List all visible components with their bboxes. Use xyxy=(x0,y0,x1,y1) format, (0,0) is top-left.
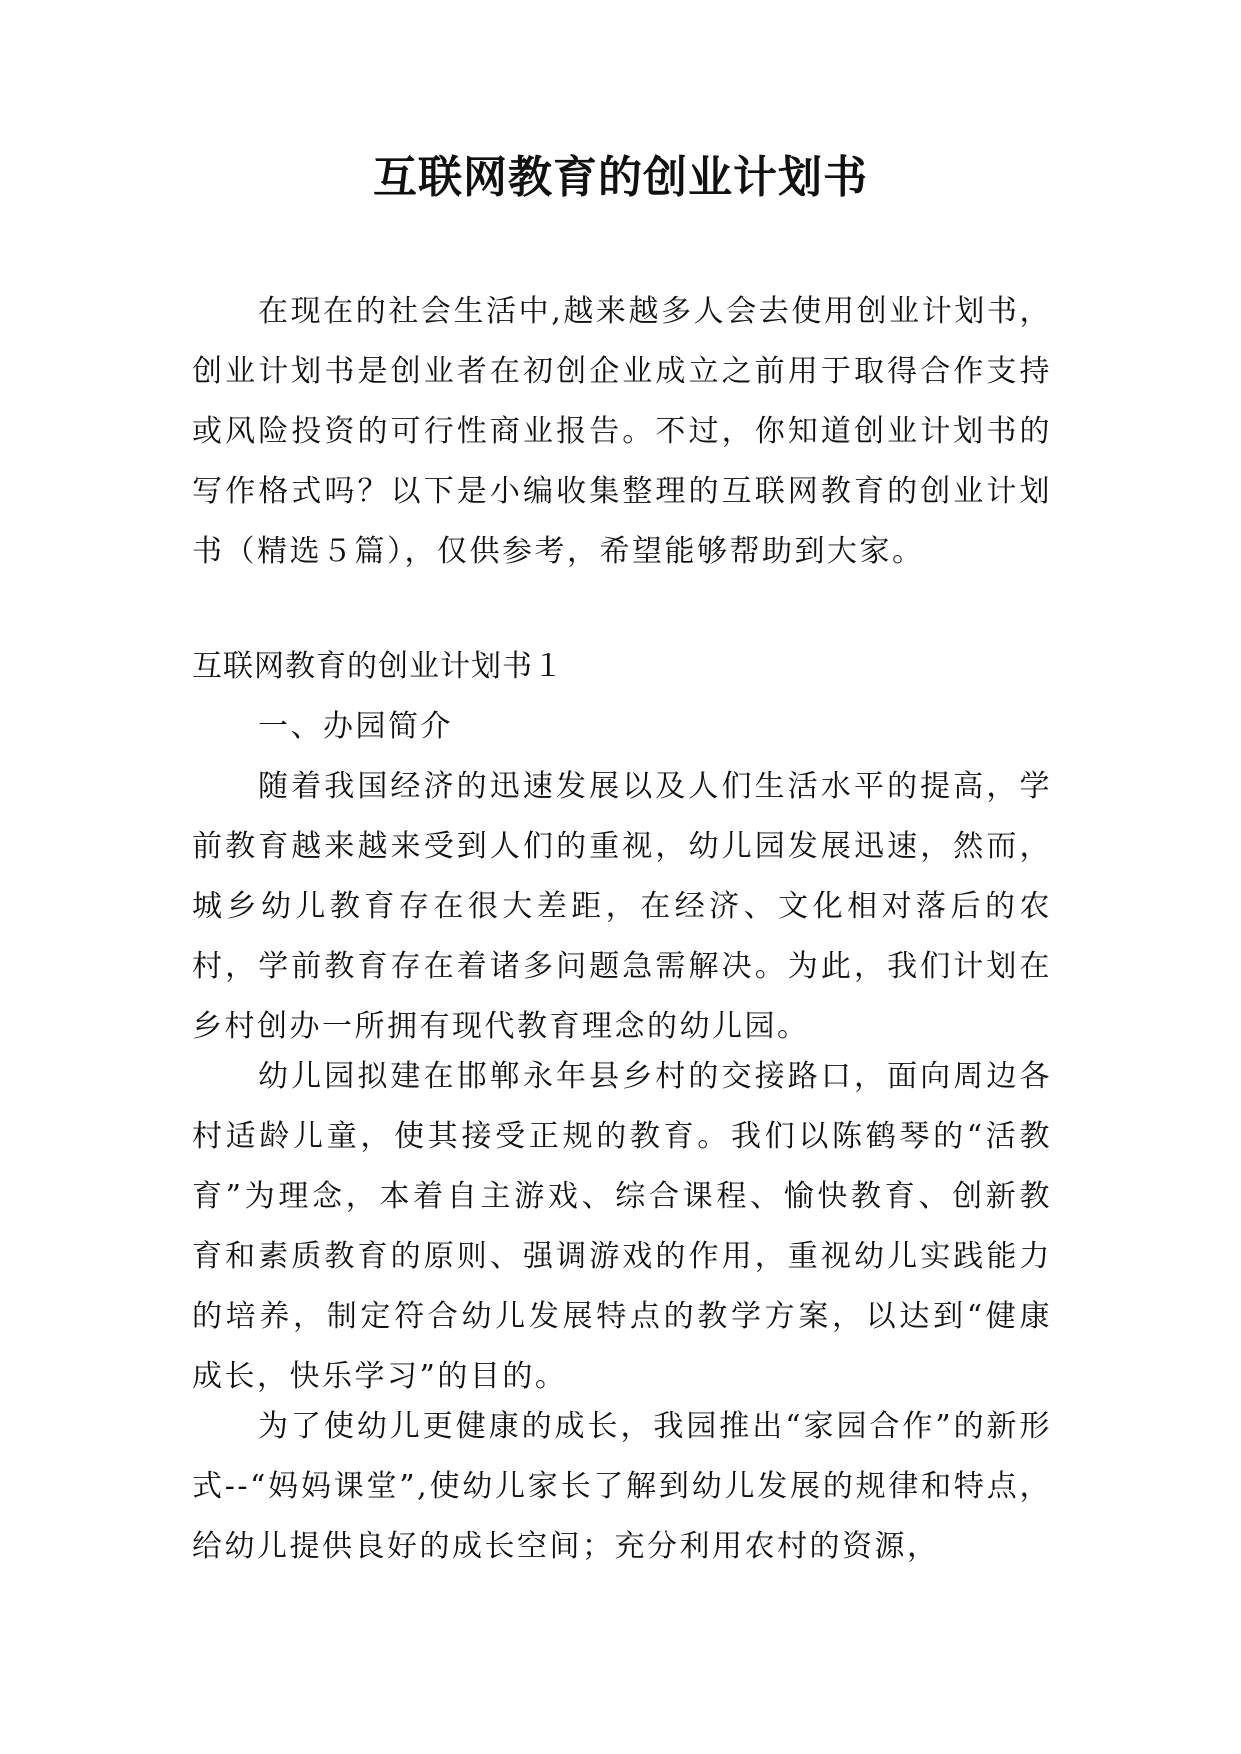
section-subheading: 一、办园简介 xyxy=(258,709,453,744)
body-paragraph: 幼儿园拟建在邯郸永年县乡村的交接路口，面向周边各村适龄儿童，使其接受正规的教育。我们以陈鹤琴的“活教育”为理念，本着自主游戏、综合课程、愉快教育、创新教育和素质教育的原则、强调游戏的作用，重视幼儿实践能力的培养，制定符合幼儿发展特点的教学方案，以达到“健康成长，快乐学习”的目的。 xyxy=(192,1059,1052,1394)
body-paragraph: 随着我国经济的迅速发展以及人们生活水平的提高，学前教育越来越来受到人们的重视，幼儿园发展迅速，然而，城乡幼儿教育存在很大差距，在经济、文化相对落后的农村，学前教育存在着诸多问题急需解决。为此，我们计划在乡村创办一所拥有现代教育理念的幼儿园。 xyxy=(192,769,1052,1044)
intro-paragraph: 在现在的社会生活中,越来越多人会去使用创业计划书，创业计划书是创业者在初创企业成立之前用于取得合作支持或风险投资的可行性商业报告。不过，你知道创业计划书的写作格式吗？以下是小编收集整理的互联网教育的创业计划书（精选５篇），仅供参考，希望能够帮助到大家。 xyxy=(192,294,1052,569)
section-title: 互联网教育的创业计划书１ xyxy=(192,649,564,684)
document-title: 互联网教育的创业计划书 xyxy=(373,152,868,203)
body-paragraph: 为了使幼儿更健康的成长，我园推出“家园合作”的新形式--“妈妈课堂”,使幼儿家长了解到幼儿发展的规律和特点，给幼儿提供良好的成长空间；充分利用农村的资源， xyxy=(192,1409,1052,1564)
